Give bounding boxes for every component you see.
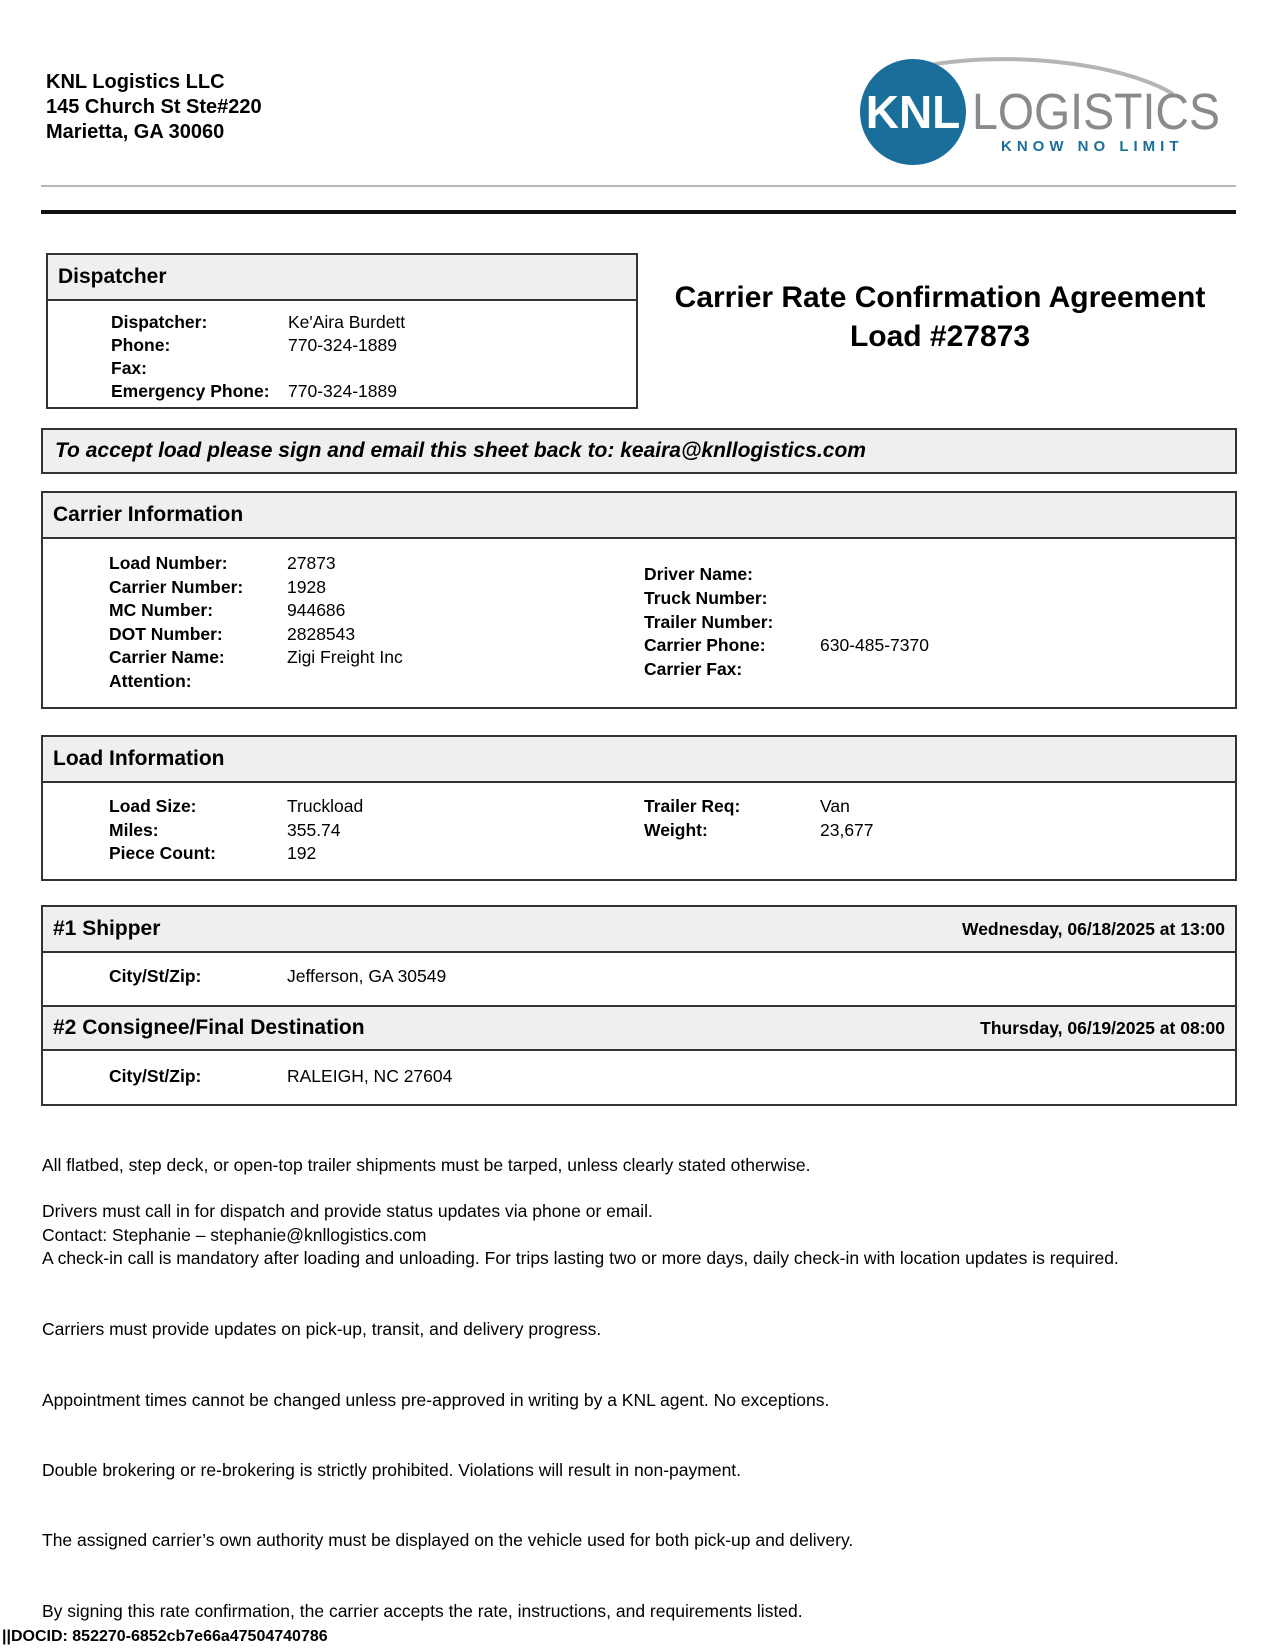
load-size-value: Truckload [287,796,364,816]
term-appointments: Appointment times cannot be changed unless pre-approved in writing by a KNL agent. No exceptions. [42,1390,830,1410]
consignee-datetime: Thursday, 06/19/2025 at 08:00 [980,1017,1225,1038]
consignee-title: #2 Consignee/Final Destination [53,1016,365,1039]
document-id: ||DOCID: 852270-6852cb7e66a47504740786 [2,1628,328,1645]
shipper-title: #1 Shipper [53,917,161,940]
term-tarp: All flatbed, step deck, or open-top trailer shipments must be tarped, unless clearly stated otherwise. [42,1155,811,1175]
logo-mark: KNL [865,86,961,138]
term-updates: Carriers must provide updates on pick-up, transit, and delivery progress. [42,1319,602,1339]
company-address [46,70,262,145]
miles-label: Miles: [109,820,159,840]
carrier-phone-value: 630-485-7370 [820,635,929,655]
consignee-header [43,1005,1235,1051]
trailer-req-value: Van [820,796,850,816]
load-info-header: Load Information [43,737,1235,783]
carrier-info-header: Carrier Information [43,493,1235,539]
driver-name-label: Driver Name: [644,564,753,584]
term-authority: The assigned carrier’s own authority must be displayed on the vehicle used for both pick-up and delivery. [42,1530,854,1550]
mc-number-label: MC Number: [109,600,214,620]
company-address-line2: Marietta, GA 30060 [46,121,225,143]
truck-number-label: Truck Number: [644,588,768,608]
term-call-in: Drivers must call in for dispatch and provide status updates via phone or email. [42,1201,653,1221]
term-check-in: A check-in call is mandatory after loading and unloading. For trips lasting two or more days, daily check-in with location updates is required. [42,1248,1119,1268]
company-name: KNL Logistics LLC [46,71,225,93]
weight-label: Weight: [644,820,708,840]
consignee-city-label: City/St/Zip: [109,1066,202,1086]
header-rule-thin [41,185,1236,187]
shipper-city-label: City/St/Zip: [109,966,202,986]
title-line1: Carrier Rate Confirmation Agreement [674,281,1206,314]
carrier-name-label: Carrier Name: [109,647,225,667]
load-number-value: 27873 [287,553,336,573]
accept-instructions: To accept load please sign and email this sheet back to: keaira@knllogistics.com [41,428,1237,474]
emergency-phone-value: 770-324-1889 [288,381,397,401]
mc-number-value: 944686 [287,600,346,620]
attention-label: Attention: [109,671,192,691]
shipper-datetime: Wednesday, 06/18/2025 at 13:00 [962,918,1225,939]
logo-wordmark: LOGISTICS [972,83,1220,140]
logo-graphic [855,54,1235,169]
trailer-number-label: Trailer Number: [644,612,774,632]
term-brokering: Double brokering or re-brokering is strictly prohibited. Violations will result in non-payment. [42,1460,742,1480]
company-logo [855,54,1235,169]
shipper-header [43,907,1235,953]
shipper-city-value: Jefferson, GA 30549 [287,966,447,986]
trailer-req-label: Trailer Req: [644,796,741,816]
dispatcher-label: Dispatcher: [111,312,208,332]
title-load-number: Load #27873 [849,320,1031,353]
load-number-label: Load Number: [109,553,228,573]
dot-number-value: 2828543 [287,624,356,644]
carrier-fax-label: Carrier Fax: [644,659,743,679]
term-signing: By signing this rate confirmation, the carrier accepts the rate, instructions, and requirements listed. [42,1601,803,1621]
phone-label: Phone: [111,335,171,355]
carrier-number-value: 1928 [287,577,326,597]
dispatcher-box [46,253,638,409]
carrier-number-label: Carrier Number: [109,577,244,597]
consignee-city-value: RALEIGH, NC 27604 [287,1066,453,1086]
header-rule-thick [41,210,1236,214]
dot-number-label: DOT Number: [109,624,223,644]
carrier-name-value: Zigi Freight Inc [287,647,403,667]
miles-value: 355.74 [287,820,341,840]
weight-value: 23,677 [820,820,874,840]
dispatcher-header: Dispatcher [48,255,636,301]
stops-box [41,905,1237,1106]
load-size-label: Load Size: [109,796,197,816]
piece-count-label: Piece Count: [109,843,216,863]
load-info-box [41,735,1237,881]
fax-label: Fax: [111,358,147,378]
logo-tagline: KNOW NO LIMIT [1001,138,1184,155]
company-address-line1: 145 Church St Ste#220 [46,96,262,118]
carrier-info-box [41,491,1237,709]
term-contact: Contact: Stephanie – stephanie@knllogistics.com [42,1225,427,1245]
document-title [640,278,1240,356]
dispatcher-value: Ke'Aira Burdett [288,312,406,332]
piece-count-value: 192 [287,843,317,863]
phone-value: 770-324-1889 [288,335,397,355]
emergency-phone-label: Emergency Phone: [111,381,270,401]
carrier-phone-label: Carrier Phone: [644,635,766,655]
